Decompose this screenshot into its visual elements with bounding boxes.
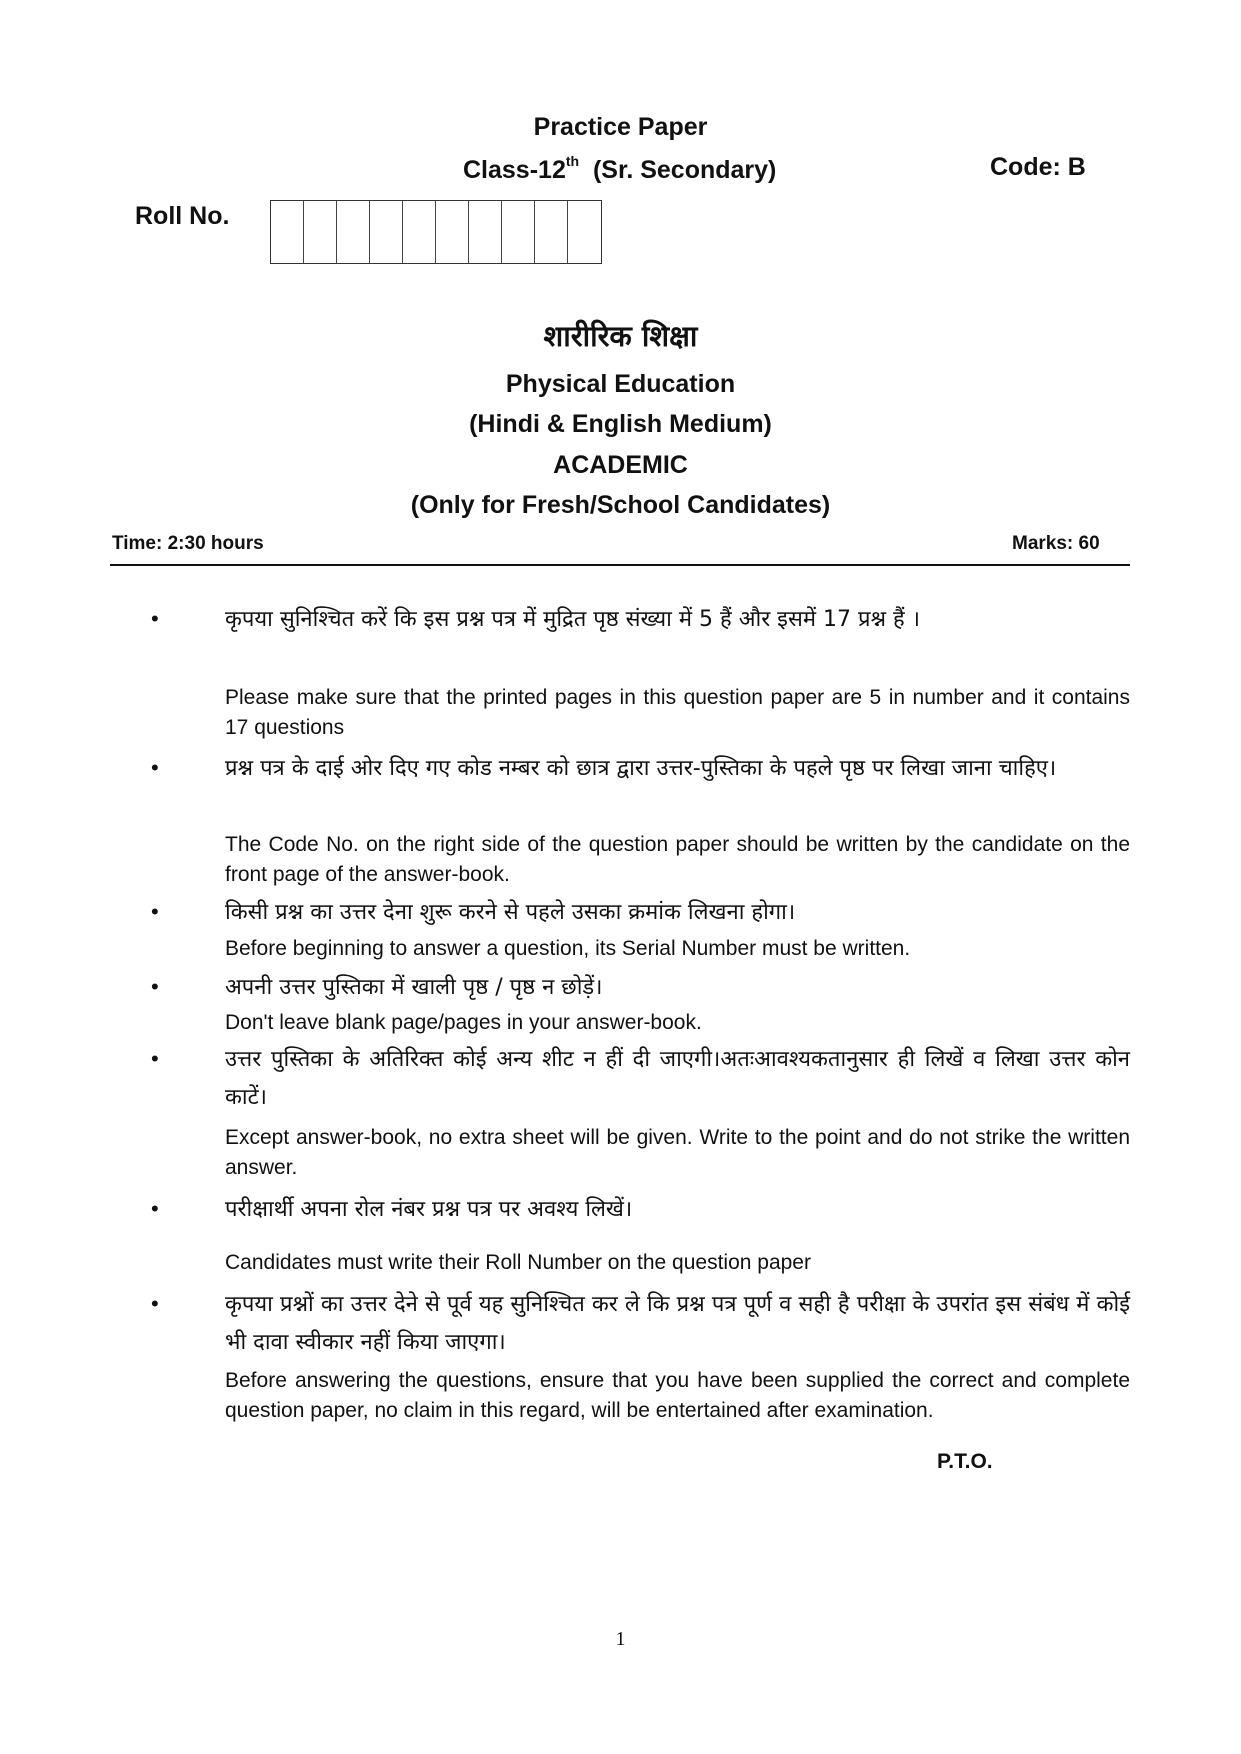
bullet-icon: • (151, 755, 159, 780)
time-allowed: Time: 2:30 hours (112, 533, 264, 554)
roll-number-label: Roll No. (135, 202, 230, 230)
roll-digit-box[interactable] (436, 201, 469, 263)
bullet-icon: • (151, 1291, 159, 1316)
medium-label: (Hindi & English Medium) (469, 410, 772, 438)
instruction-hindi: कृपया प्रश्नों का उत्तर देने से पूर्व यह सुनिश्चित कर ले कि प्रश्न पत्र पूर्ण व सही है परीक्षा के उपरांत इस संबंध में कोई भी दावा स्वीकार नहीं किया जाएगा। (225, 1292, 1130, 1355)
subject-hindi: शारीरिक शिक्षा (543, 319, 698, 353)
roll-digit-box[interactable] (469, 201, 502, 263)
roll-digit-box[interactable] (403, 201, 436, 263)
instruction-hindi: कृपया सुनिश्चित करें कि इस प्रश्न पत्र में मुद्रित पृष्ठ संख्या में 5 हैं और इसमें 17 प्रश्न हैं । (225, 607, 921, 632)
stream-label: ACADEMIC (553, 451, 688, 479)
roll-digit-box[interactable] (271, 201, 304, 263)
instruction-english: Candidates must write their Roll Number on the question paper (225, 1251, 811, 1274)
instruction-english: Please make sure that the printed pages in this question paper are 5 in number and it contains 17 questions (225, 686, 1130, 739)
class-superscript: th (565, 153, 580, 169)
roll-number-boxes[interactable] (270, 200, 602, 264)
instruction-hindi: परीक्षार्थी अपना रोल नंबर प्रश्न पत्र पर अवश्य लिखें। (225, 1197, 633, 1222)
subject-english: Physical Education (505, 370, 736, 398)
roll-digit-box[interactable] (304, 201, 337, 263)
paper-code: Code: B (990, 153, 1086, 181)
instruction-english: Before beginning to answer a question, its Serial Number must be written. (225, 937, 911, 960)
instruction-hindi: अपनी उत्तर पुस्तिका में खाली पृष्ठ / पृष्ठ न छोड़ें। (225, 975, 603, 1000)
pto-label: P.T.O. (937, 1450, 993, 1473)
roll-digit-box[interactable] (370, 201, 403, 263)
class-level: (Sr. Secondary) (592, 156, 777, 184)
bullet-icon: • (151, 899, 159, 924)
roll-digit-box[interactable] (568, 201, 601, 263)
class-main: Class-12 (463, 156, 566, 184)
bullet-icon: • (151, 1046, 159, 1071)
paper-title: Practice Paper (533, 113, 708, 141)
instruction-english: Don't leave blank page/pages in your answer-book. (225, 1011, 702, 1034)
roll-digit-box[interactable] (502, 201, 535, 263)
instruction-hindi: प्रश्न पत्र के दाई ओर दिए गए कोड नम्बर को छात्र द्वारा उत्तर-पुस्तिका के पहले पृष्ठ पर लिखा जाना चाहिए। (225, 756, 1057, 781)
instruction-english: The Code No. on the right side of the question paper should be written by the candidate on the front page of the answer-book. (225, 833, 1130, 886)
instruction-hindi: किसी प्रश्न का उत्तर देना शुरू करने से पहले उसका क्रमांक लिखना होगा। (225, 900, 796, 925)
bullet-icon: • (151, 974, 159, 999)
bullet-icon: • (151, 1196, 159, 1221)
header-divider (110, 564, 1130, 566)
bullet-icon: • (151, 606, 159, 631)
page-number: 1 (615, 1628, 626, 1650)
candidates-label: (Only for Fresh/School Candidates) (410, 491, 831, 519)
roll-digit-box[interactable] (337, 201, 370, 263)
roll-digit-box[interactable] (535, 201, 568, 263)
class-label (463, 153, 793, 185)
max-marks: Marks: 60 (1012, 533, 1100, 554)
instruction-hindi: उत्तर पुस्तिका के अतिरिक्त कोई अन्य शीट न हीं दी जाएगी।अतःआवश्यकतानुसार ही लिखें व लिखा उत्तर कोन काटें। (225, 1047, 1130, 1110)
instruction-english: Except answer-book, no extra sheet will be given. Write to the point and do not strike the written answer. (225, 1126, 1130, 1179)
instruction-english: Before answering the questions, ensure that you have been supplied the correct and complete question paper, no claim in this regard, will be entertained after examination. (225, 1369, 1130, 1422)
